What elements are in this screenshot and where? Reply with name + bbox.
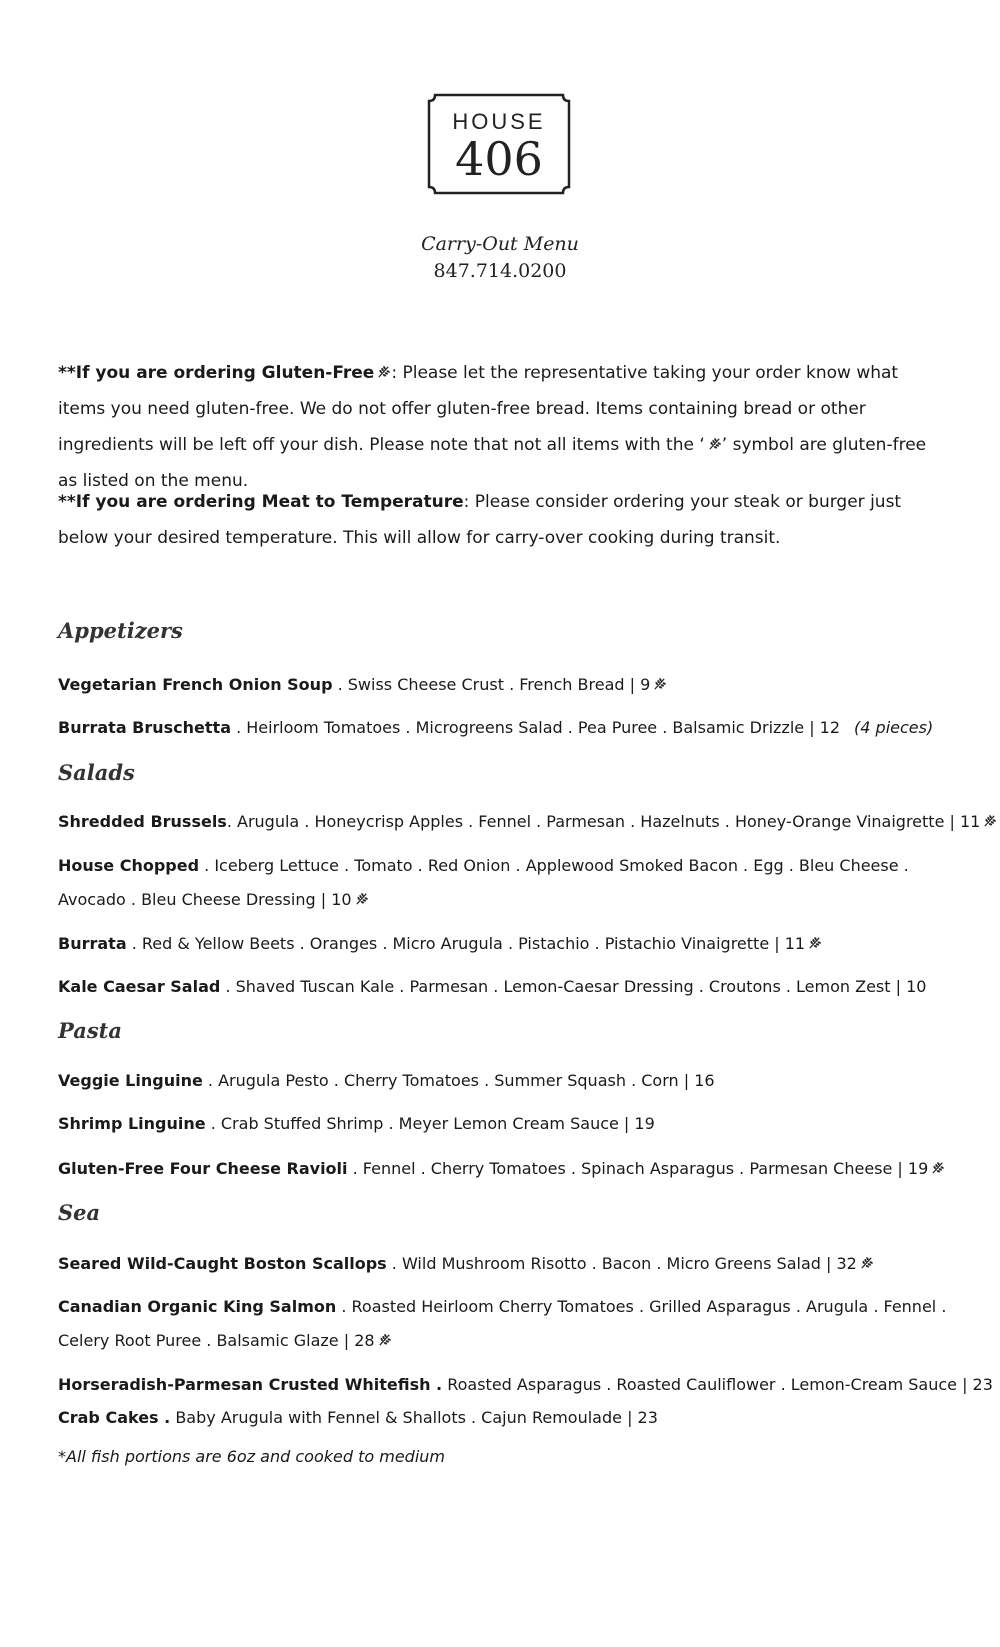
temperature-notice xyxy=(58,484,948,556)
item-name: Vegetarian French Onion Soup xyxy=(58,675,333,694)
section-title-salads: Salads xyxy=(58,760,135,785)
item-description: . Roasted Heirloom Cherry Tomatoes . Grilled Asparagus . Arugula . Fennel . Celery Root Puree . Balsamic Glaze | 28 xyxy=(58,1297,947,1350)
section-title-appetizers: Appetizers xyxy=(58,618,183,643)
menu-item xyxy=(58,805,981,839)
item-name: Canadian Organic King Salmon xyxy=(58,1297,337,1316)
section-title-pasta: Pasta xyxy=(58,1018,122,1043)
wheat-icon xyxy=(376,364,391,379)
menu-item xyxy=(58,668,958,702)
item-name: House Chopped xyxy=(58,856,200,875)
item-name: Shrimp Linguine xyxy=(58,1114,206,1133)
item-note: (4 pieces) xyxy=(854,718,934,737)
item-name: Horseradish-Parmesan Crusted Whitefish . xyxy=(58,1375,443,1394)
gluten-free-notice xyxy=(58,355,948,499)
menu-item xyxy=(58,1368,993,1402)
menu-item xyxy=(58,1064,958,1098)
item-name: Burrata Bruschetta xyxy=(58,718,231,737)
wheat-icon xyxy=(930,1160,945,1175)
wheat-icon xyxy=(354,891,369,906)
gluten-free-notice-lead: **If you are ordering Gluten-Free xyxy=(58,363,375,383)
menu-item xyxy=(58,1290,958,1358)
item-description: . Arugula Pesto . Cherry Tomatoes . Summer Squash . Corn | 16 xyxy=(202,1071,715,1090)
item-name: Shredded Brussels xyxy=(58,812,227,831)
gluten-free-notice-text-2: ’ symbol are gluten-free as listed on the menu. xyxy=(58,435,927,491)
menu-item xyxy=(58,711,958,745)
temperature-notice-text: : Please consider ordering your steak or burger just below your desired temperature. This will allow for carry-over cooking during transit. xyxy=(58,492,902,548)
temperature-notice-lead: **If you are ordering Meat to Temperature xyxy=(58,492,464,512)
item-name: Crab Cakes . xyxy=(58,1408,171,1427)
wheat-icon xyxy=(982,813,997,828)
menu-item xyxy=(58,1107,958,1141)
item-name: Kale Caesar Salad xyxy=(58,977,221,996)
item-description: Baby Arugula with Fennel & Shallots . Cajun Remoulade | 23 xyxy=(170,1408,658,1427)
house-406-logo xyxy=(427,93,571,195)
logo-number-text: 406 xyxy=(455,132,543,186)
wheat-icon xyxy=(859,1255,874,1270)
item-description: Roasted Asparagus . Roasted Cauliflower . Lemon-Cream Sauce | 23 xyxy=(442,1375,993,1394)
wheat-icon xyxy=(707,436,722,451)
phone-number: 847.714.0200 xyxy=(433,260,567,282)
item-description: . Red & Yellow Beets . Oranges . Micro Arugula . Pistachio . Pistachio Vinaigrette | 11 xyxy=(126,934,806,953)
wheat-icon xyxy=(377,1332,392,1347)
item-description: . Swiss Cheese Crust . French Bread | 9 xyxy=(332,675,651,694)
item-description: . Shaved Tuscan Kale . Parmesan . Lemon-Caesar Dressing . Croutons . Lemon Zest | 10 xyxy=(220,977,927,996)
item-description: . Heirloom Tomatoes . Microgreens Salad . Pea Puree . Balsamic Drizzle | 12 xyxy=(231,718,841,737)
item-name: Burrata xyxy=(58,934,127,953)
item-name: Gluten-Free Four Cheese Ravioli xyxy=(58,1159,348,1178)
logo-house-text: HOUSE xyxy=(452,109,546,134)
item-name: Veggie Linguine xyxy=(58,1071,203,1090)
fish-portion-footnote: *All fish portions are 6oz and cooked to medium xyxy=(58,1447,445,1466)
menu-item xyxy=(58,970,958,1004)
item-description: . Iceberg Lettuce . Tomato . Red Onion . Applewood Smoked Bacon . Egg . Bleu Cheese . Avocado . Bleu Cheese Dressing | 10 xyxy=(58,856,909,909)
section-title-sea: Sea xyxy=(58,1200,101,1225)
wheat-icon xyxy=(807,935,822,950)
item-description: . Crab Stuffed Shrimp . Meyer Lemon Cream Sauce | 19 xyxy=(205,1114,655,1133)
menu-item xyxy=(58,849,958,917)
menu-item xyxy=(58,1401,958,1435)
item-description: . Fennel . Cherry Tomatoes . Spinach Asparagus . Parmesan Cheese | 19 xyxy=(347,1159,929,1178)
menu-subtitle: Carry-Out Menu xyxy=(421,233,579,255)
gluten-free-notice-text-1: : Please let the representative taking your order know what items you need gluten-free. We do not offer gluten-free bread. Items containing bread or other ingredients will be left off your dish. Please note that not all items with the ‘ xyxy=(58,363,899,455)
item-description: . Wild Mushroom Risotto . Bacon . Micro Greens Salad | 32 xyxy=(386,1254,857,1273)
wheat-icon xyxy=(652,676,667,691)
menu-item xyxy=(58,1247,958,1281)
menu-item xyxy=(58,927,958,961)
item-description: . Arugula . Honeycrisp Apples . Fennel . Parmesan . Hazelnuts . Honey-Orange Vinaigrette | 11 xyxy=(226,812,981,831)
menu-item xyxy=(58,1152,958,1186)
item-name: Seared Wild-Caught Boston Scallops xyxy=(58,1254,387,1273)
